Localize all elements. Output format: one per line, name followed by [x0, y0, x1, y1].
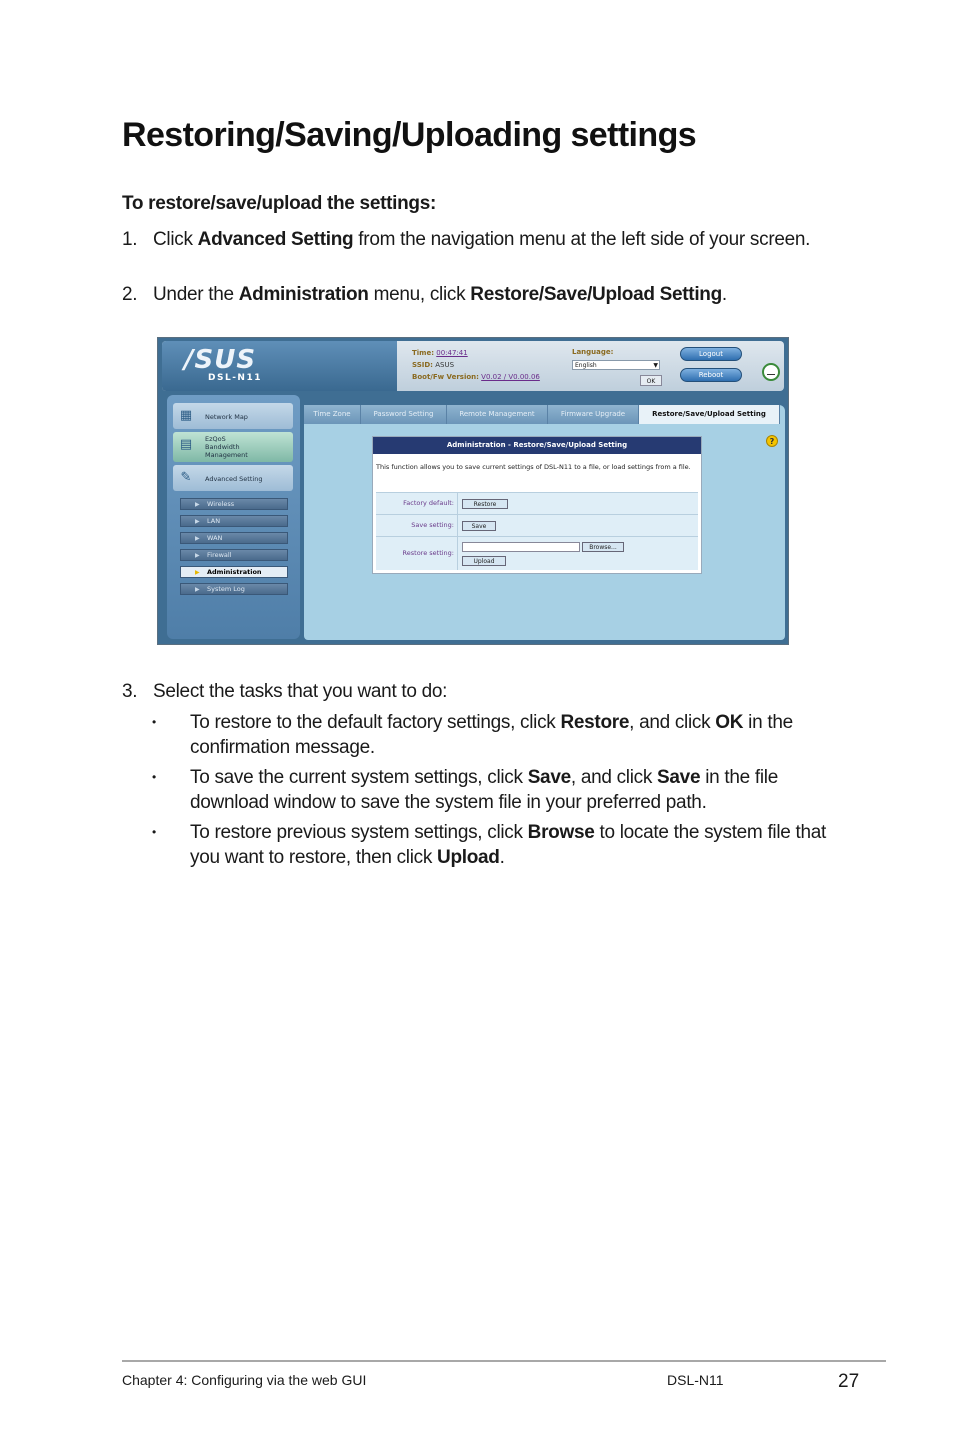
save-setting-row [376, 514, 698, 536]
ssid-info: SSID: ASUS [412, 361, 455, 369]
bullet-text: To restore previous system settings, click Browse to locate the system file that you want to restore, then click Upload. [190, 822, 827, 868]
tab-bar [304, 405, 785, 424]
help-icon[interactable]: ? [766, 435, 778, 447]
tab-remote-management[interactable]: Remote Management [447, 405, 548, 424]
footer-chapter: Chapter 4: Configuring via the web GUI [122, 1372, 367, 1388]
tools-icon: ✎ [180, 470, 192, 485]
sidebar-item-label: Network Map [205, 413, 248, 421]
logout-button[interactable]: Logout [680, 347, 742, 361]
bullet-dot: • [152, 770, 156, 784]
language-label: Language: [572, 348, 614, 356]
triangle-right-icon: ▶ [195, 569, 200, 576]
page-title: Restoring/Saving/Uploading settings [122, 116, 697, 154]
submenu-lan[interactable]: ▶ LAN [180, 515, 288, 527]
triangle-right-icon: ▶ [195, 501, 200, 508]
submenu-firewall[interactable]: ▶ Firewall [180, 549, 288, 561]
time-link[interactable]: 00:47:41 [436, 349, 468, 357]
model-name: DSL-N11 [208, 373, 262, 383]
restore-button[interactable]: Restore [462, 499, 508, 509]
language-ok-button[interactable]: OK [640, 375, 662, 386]
step-text: Click Advanced Setting from the navigation menu at the left side of your screen. [153, 229, 811, 250]
factory-default-row [376, 492, 698, 514]
smiley-icon [762, 363, 780, 381]
footer-model: DSL-N11 [667, 1372, 724, 1388]
triangle-right-icon: ▶ [195, 586, 200, 593]
restore-save-upload-panel [372, 436, 702, 574]
submenu-wan[interactable]: ▶ WAN [180, 532, 288, 544]
firmware-link[interactable]: V0.02 / V0.00.06 [481, 373, 540, 381]
panel-title: Administration - Restore/Save/Upload Setting [373, 437, 701, 454]
router-gui-screenshot [157, 337, 789, 645]
bullet-text: To save the current system settings, click Save, and click Save in the file download window to save the system file in your preferred path. [190, 767, 778, 813]
tab-restore-save-upload[interactable]: Restore/Save/Upload Setting [639, 405, 780, 424]
footer-divider [122, 1360, 886, 1362]
asus-logo: /SUS [184, 345, 257, 375]
step-number: 2. [122, 284, 138, 305]
language-select[interactable]: English ▼ [572, 360, 660, 370]
brand-area [162, 341, 397, 391]
browse-button[interactable]: Browse... [582, 542, 624, 552]
step-number: 1. [122, 229, 138, 250]
sidebar-item-network-map[interactable] [173, 403, 293, 429]
panel-description: This function allows you to save current settings of DSL-N11 to a file, or load settings from a file. [376, 463, 691, 471]
triangle-right-icon: ▶ [195, 552, 200, 559]
triangle-right-icon: ▶ [195, 535, 200, 542]
chevron-down-icon: ▼ [653, 362, 658, 369]
network-icon: ▦ [179, 408, 193, 423]
row-label: Restore setting: [376, 537, 458, 570]
reboot-button[interactable]: Reboot [680, 368, 742, 382]
sidebar-item-advanced-setting[interactable] [173, 465, 293, 491]
gui-header [162, 341, 784, 391]
save-button[interactable]: Save [462, 521, 496, 531]
restore-setting-row [376, 536, 698, 570]
sidebar-item-ezqos[interactable] [173, 432, 293, 462]
sidebar-item-label: Advanced Setting [205, 475, 263, 483]
tab-time-zone[interactable]: Time Zone [304, 405, 361, 424]
submenu-system-log[interactable]: ▶ System Log [180, 583, 288, 595]
step-text: Select the tasks that you want to do: [153, 681, 448, 702]
triangle-right-icon: ▶ [195, 518, 200, 525]
submenu-wireless[interactable]: ▶ Wireless [180, 498, 288, 510]
bullet-text: To restore to the default factory settings, click Restore, and click OK in the confirmation message. [190, 712, 793, 758]
file-path-input[interactable] [462, 542, 580, 552]
row-label: Factory default: [376, 493, 458, 514]
sidebar-item-label: EzQoS Bandwidth Management [205, 435, 248, 459]
qos-icon: ▤ [179, 437, 193, 452]
procedure-heading: To restore/save/upload the settings: [122, 193, 437, 214]
time-info: Time: 00:47:41 [412, 349, 468, 357]
tab-firmware-upgrade[interactable]: Firmware Upgrade [548, 405, 639, 424]
submenu-administration[interactable]: ▶ Administration [180, 566, 288, 578]
bullet-dot: • [152, 715, 156, 729]
row-label: Save setting: [376, 515, 458, 536]
page-number: 27 [838, 1371, 860, 1392]
content-area [304, 405, 785, 640]
tab-password-setting[interactable]: Password Setting [361, 405, 447, 424]
sidebar [167, 395, 300, 639]
upload-button[interactable]: Upload [462, 556, 506, 566]
bullet-dot: • [152, 825, 156, 839]
firmware-info: Boot/Fw Version: V0.02 / V0.00.06 [412, 373, 540, 381]
step-number: 3. [122, 681, 138, 702]
step-text: Under the Administration menu, click Restore/Save/Upload Setting. [153, 284, 727, 305]
